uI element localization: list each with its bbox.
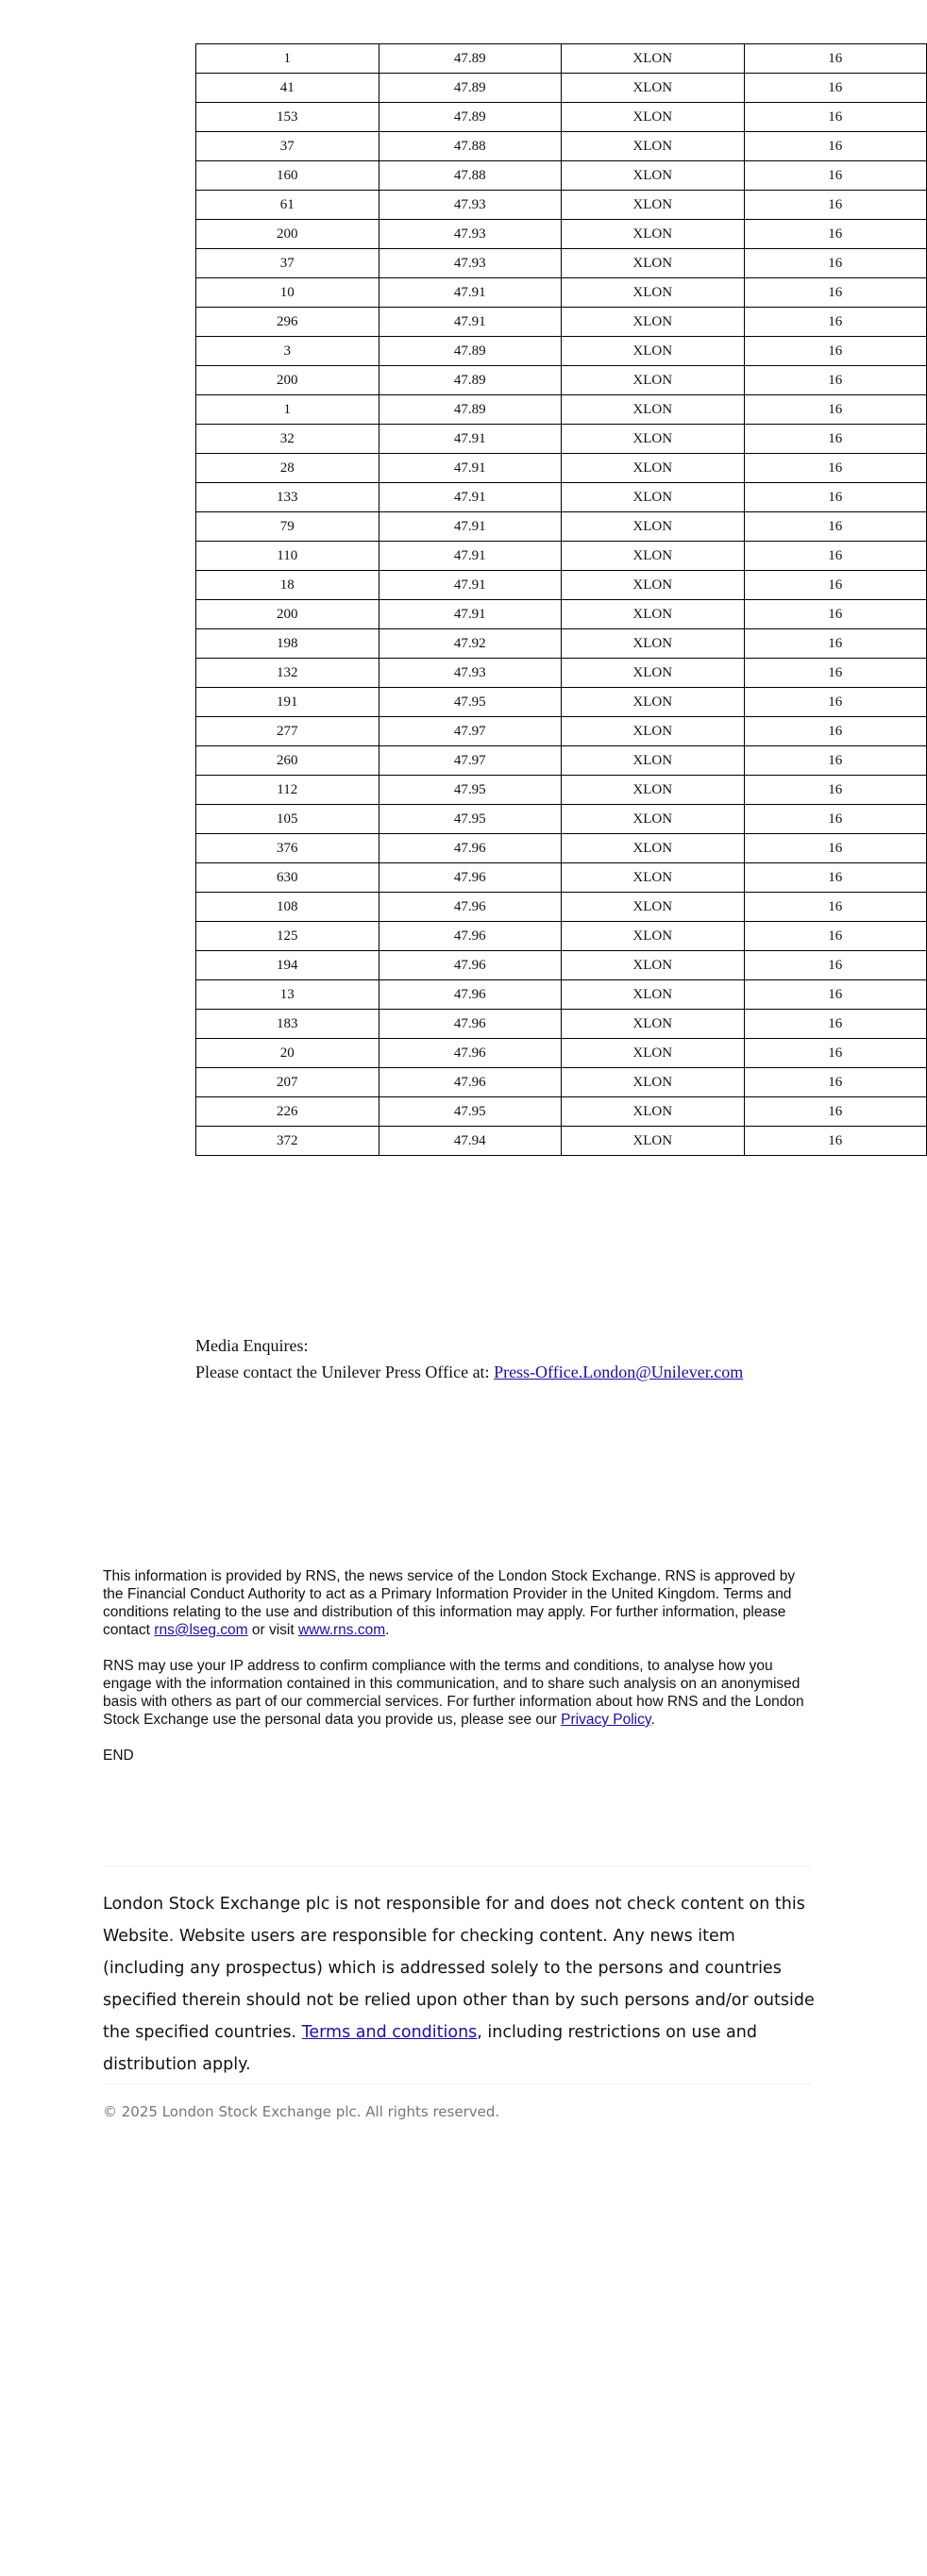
cell-venue: XLON	[562, 746, 745, 776]
cell-price: 47.91	[379, 483, 562, 512]
cell-venue: XLON	[562, 659, 745, 688]
cell-price: 47.91	[379, 308, 562, 337]
cell-venue: XLON	[562, 191, 745, 220]
cell-venue: XLON	[562, 922, 745, 951]
cell-venue: XLON	[562, 951, 745, 980]
table-row	[196, 425, 927, 454]
cell-price: 47.94	[379, 1127, 562, 1156]
cell-venue: XLON	[562, 688, 745, 717]
cell-price: 47.93	[379, 249, 562, 278]
cell-venue: XLON	[562, 483, 745, 512]
table-row	[196, 191, 927, 220]
cell-time: 16	[744, 74, 927, 103]
cell-volume: 260	[196, 746, 379, 776]
table-row	[196, 278, 927, 308]
cell-time: 16	[744, 600, 927, 629]
cell-time: 16	[744, 220, 927, 249]
trades-table	[195, 43, 927, 1156]
cell-time: 16	[744, 512, 927, 542]
disclaimer-tail: , including restrictions on use and distribution apply.	[103, 2023, 757, 2074]
rns-privacy-text: RNS may use your IP address to confirm compliance with the terms and conditions, to analyse how you engage with the information contained in this communication, and to share such analysis on an anonymised basis with others as part of our commercial services. For further information about how RNS and the London Stock Exchange use the personal data you provide us, please see our	[103, 1658, 804, 1728]
cell-time: 16	[744, 132, 927, 161]
cell-volume: 110	[196, 542, 379, 571]
cell-time: 16	[744, 951, 927, 980]
table-row	[196, 893, 927, 922]
cell-time: 16	[744, 629, 927, 659]
cell-volume: 37	[196, 132, 379, 161]
cell-price: 47.91	[379, 425, 562, 454]
cell-price: 47.96	[379, 922, 562, 951]
cell-volume: 20	[196, 1039, 379, 1068]
cell-volume: 191	[196, 688, 379, 717]
cell-venue: XLON	[562, 776, 745, 805]
cell-time: 16	[744, 542, 927, 571]
cell-venue: XLON	[562, 1039, 745, 1068]
table-row	[196, 132, 927, 161]
press-office-email-link[interactable]: Press-Office.London@Unilever.com	[494, 1363, 744, 1381]
terms-and-conditions-link[interactable]: Terms and conditions	[301, 2023, 478, 2042]
cell-volume: 372	[196, 1127, 379, 1156]
cell-venue: XLON	[562, 834, 745, 863]
media-contact-line	[195, 1359, 743, 1385]
cell-volume: 200	[196, 600, 379, 629]
cell-price: 47.89	[379, 103, 562, 132]
cell-time: 16	[744, 425, 927, 454]
cell-time: 16	[744, 249, 927, 278]
media-enquiries	[195, 1332, 743, 1385]
table-row	[196, 746, 927, 776]
cell-time: 16	[744, 1068, 927, 1097]
cell-price: 47.89	[379, 366, 562, 395]
table-row	[196, 542, 927, 571]
cell-time: 16	[744, 659, 927, 688]
cell-volume: 105	[196, 805, 379, 834]
cell-volume: 125	[196, 922, 379, 951]
table-row	[196, 922, 927, 951]
cell-price: 47.89	[379, 337, 562, 366]
cell-price: 47.96	[379, 951, 562, 980]
table-row	[196, 1127, 927, 1156]
cell-volume: 207	[196, 1068, 379, 1097]
cell-venue: XLON	[562, 278, 745, 308]
cell-price: 47.96	[379, 980, 562, 1010]
cell-price: 47.88	[379, 132, 562, 161]
table-row	[196, 1039, 927, 1068]
rns-info-mid: or visit	[247, 1622, 298, 1638]
media-heading: Media Enquires:	[195, 1336, 309, 1355]
cell-volume: 1	[196, 395, 379, 425]
cell-volume: 112	[196, 776, 379, 805]
table-row	[196, 308, 927, 337]
cell-price: 47.96	[379, 1010, 562, 1039]
table-row	[196, 220, 927, 249]
table-row	[196, 103, 927, 132]
cell-volume: 1	[196, 44, 379, 74]
rns-privacy-end: .	[650, 1712, 655, 1728]
cell-time: 16	[744, 44, 927, 74]
rns-notice	[103, 1567, 811, 1782]
cell-price: 47.91	[379, 512, 562, 542]
cell-time: 16	[744, 717, 927, 746]
rns-info-text: This information is provided by RNS, the news service of the London Stock Exchange. RNS is approved by the Financial Conduct Authority to act as a Primary Information Provider in the United Kingdom. Terms and conditions relating to the use and distribution of this information may apply. For further information, please contact	[103, 1568, 796, 1638]
cell-time: 16	[744, 278, 927, 308]
cell-volume: 37	[196, 249, 379, 278]
cell-venue: XLON	[562, 161, 745, 191]
cell-venue: XLON	[562, 805, 745, 834]
table-row	[196, 776, 927, 805]
table-row	[196, 249, 927, 278]
table-row	[196, 483, 927, 512]
cell-price: 47.91	[379, 454, 562, 483]
cell-volume: 194	[196, 951, 379, 980]
cell-venue: XLON	[562, 1010, 745, 1039]
table-row	[196, 688, 927, 717]
cell-time: 16	[744, 863, 927, 893]
cell-venue: XLON	[562, 308, 745, 337]
disclaimer-text: London Stock Exchange plc is not responsible for and does not check content on this Website. Website users are responsible for checking content. Any news item (including any prospectus) which is addressed solely to the persons and countries specified therein should not be relied upon other than by such persons and/or outside the specified countries.	[103, 1895, 815, 2042]
cell-venue: XLON	[562, 717, 745, 746]
table-row	[196, 512, 927, 542]
cell-price: 47.93	[379, 220, 562, 249]
cell-time: 16	[744, 571, 927, 600]
cell-volume: 200	[196, 220, 379, 249]
cell-time: 16	[744, 893, 927, 922]
trades-table-body	[196, 44, 927, 1156]
cell-price: 47.95	[379, 805, 562, 834]
cell-venue: XLON	[562, 454, 745, 483]
cell-price: 47.93	[379, 191, 562, 220]
cell-price: 47.96	[379, 893, 562, 922]
copyright-notice: © 2025 London Stock Exchange plc. All rights reserved.	[103, 2103, 500, 2120]
cell-price: 47.95	[379, 776, 562, 805]
table-row	[196, 863, 927, 893]
cell-venue: XLON	[562, 629, 745, 659]
cell-venue: XLON	[562, 980, 745, 1010]
cell-price: 47.96	[379, 863, 562, 893]
cell-volume: 32	[196, 425, 379, 454]
cell-venue: XLON	[562, 103, 745, 132]
cell-venue: XLON	[562, 863, 745, 893]
table-row	[196, 951, 927, 980]
media-contact-text: Please contact the Unilever Press Office at:	[195, 1363, 495, 1381]
cell-volume: 153	[196, 103, 379, 132]
cell-price: 47.97	[379, 746, 562, 776]
cell-time: 16	[744, 454, 927, 483]
cell-volume: 296	[196, 308, 379, 337]
cell-volume: 183	[196, 1010, 379, 1039]
cell-volume: 28	[196, 454, 379, 483]
cell-venue: XLON	[562, 425, 745, 454]
cell-time: 16	[744, 395, 927, 425]
cell-time: 16	[744, 1010, 927, 1039]
cell-price: 47.96	[379, 834, 562, 863]
table-row	[196, 395, 927, 425]
table-row	[196, 366, 927, 395]
rns-website-link[interactable]: www.rns.com	[297, 1622, 386, 1638]
cell-time: 16	[744, 483, 927, 512]
cell-volume: 79	[196, 512, 379, 542]
cell-volume: 108	[196, 893, 379, 922]
cell-price: 47.95	[379, 688, 562, 717]
cell-volume: 61	[196, 191, 379, 220]
cell-time: 16	[744, 1039, 927, 1068]
cell-price: 47.93	[379, 659, 562, 688]
cell-time: 16	[744, 805, 927, 834]
rns-email-link[interactable]: rns@lseg.com	[154, 1622, 248, 1638]
cell-time: 16	[744, 834, 927, 863]
table-row	[196, 161, 927, 191]
table-row	[196, 1010, 927, 1039]
cell-time: 16	[744, 191, 927, 220]
cell-volume: 133	[196, 483, 379, 512]
cell-time: 16	[744, 308, 927, 337]
cell-venue: XLON	[562, 893, 745, 922]
cell-time: 16	[744, 337, 927, 366]
rns-info-paragraph	[103, 1567, 811, 1639]
cell-time: 16	[744, 776, 927, 805]
cell-venue: XLON	[562, 44, 745, 74]
rns-privacy-paragraph	[103, 1657, 811, 1729]
cell-venue: XLON	[562, 512, 745, 542]
cell-venue: XLON	[562, 249, 745, 278]
table-row	[196, 454, 927, 483]
cell-venue: XLON	[562, 1097, 745, 1127]
cell-venue: XLON	[562, 395, 745, 425]
cell-volume: 41	[196, 74, 379, 103]
cell-time: 16	[744, 922, 927, 951]
cell-volume: 10	[196, 278, 379, 308]
cell-time: 16	[744, 980, 927, 1010]
cell-venue: XLON	[562, 571, 745, 600]
table-row	[196, 717, 927, 746]
table-row	[196, 980, 927, 1010]
cell-venue: XLON	[562, 600, 745, 629]
cell-price: 47.89	[379, 74, 562, 103]
cell-price: 47.97	[379, 717, 562, 746]
cell-price: 47.88	[379, 161, 562, 191]
cell-volume: 160	[196, 161, 379, 191]
trades-table-container	[195, 43, 843, 1156]
table-row	[196, 44, 927, 74]
cell-venue: XLON	[562, 1068, 745, 1097]
cell-price: 47.96	[379, 1039, 562, 1068]
cell-venue: XLON	[562, 74, 745, 103]
cell-time: 16	[744, 746, 927, 776]
cell-volume: 13	[196, 980, 379, 1010]
table-row	[196, 600, 927, 629]
table-row	[196, 1097, 927, 1127]
cell-time: 16	[744, 103, 927, 132]
cell-volume: 3	[196, 337, 379, 366]
cell-time: 16	[744, 1097, 927, 1127]
table-row	[196, 834, 927, 863]
cell-volume: 18	[196, 571, 379, 600]
cell-volume: 277	[196, 717, 379, 746]
cell-price: 47.89	[379, 44, 562, 74]
table-row	[196, 805, 927, 834]
cell-venue: XLON	[562, 1127, 745, 1156]
cell-time: 16	[744, 688, 927, 717]
cell-time: 16	[744, 1127, 927, 1156]
cell-volume: 198	[196, 629, 379, 659]
cell-price: 47.91	[379, 600, 562, 629]
lse-disclaimer	[103, 1888, 816, 2081]
table-row	[196, 629, 927, 659]
table-row	[196, 337, 927, 366]
cell-volume: 630	[196, 863, 379, 893]
privacy-policy-link[interactable]: Privacy Policy	[561, 1712, 651, 1728]
cell-venue: XLON	[562, 337, 745, 366]
cell-volume: 226	[196, 1097, 379, 1127]
cell-time: 16	[744, 161, 927, 191]
divider-bottom	[103, 2083, 811, 2084]
table-row	[196, 74, 927, 103]
rns-info-end: .	[385, 1622, 390, 1638]
cell-venue: XLON	[562, 542, 745, 571]
cell-time: 16	[744, 366, 927, 395]
cell-price: 47.91	[379, 278, 562, 308]
cell-volume: 376	[196, 834, 379, 863]
cell-price: 47.96	[379, 1068, 562, 1097]
table-row	[196, 571, 927, 600]
cell-venue: XLON	[562, 132, 745, 161]
cell-price: 47.95	[379, 1097, 562, 1127]
cell-price: 47.91	[379, 542, 562, 571]
cell-venue: XLON	[562, 366, 745, 395]
cell-price: 47.89	[379, 395, 562, 425]
divider-top	[103, 1865, 811, 1866]
cell-price: 47.92	[379, 629, 562, 659]
cell-venue: XLON	[562, 220, 745, 249]
cell-volume: 200	[196, 366, 379, 395]
table-row	[196, 1068, 927, 1097]
cell-volume: 132	[196, 659, 379, 688]
cell-price: 47.91	[379, 571, 562, 600]
end-label: END	[103, 1748, 134, 1764]
table-row	[196, 659, 927, 688]
